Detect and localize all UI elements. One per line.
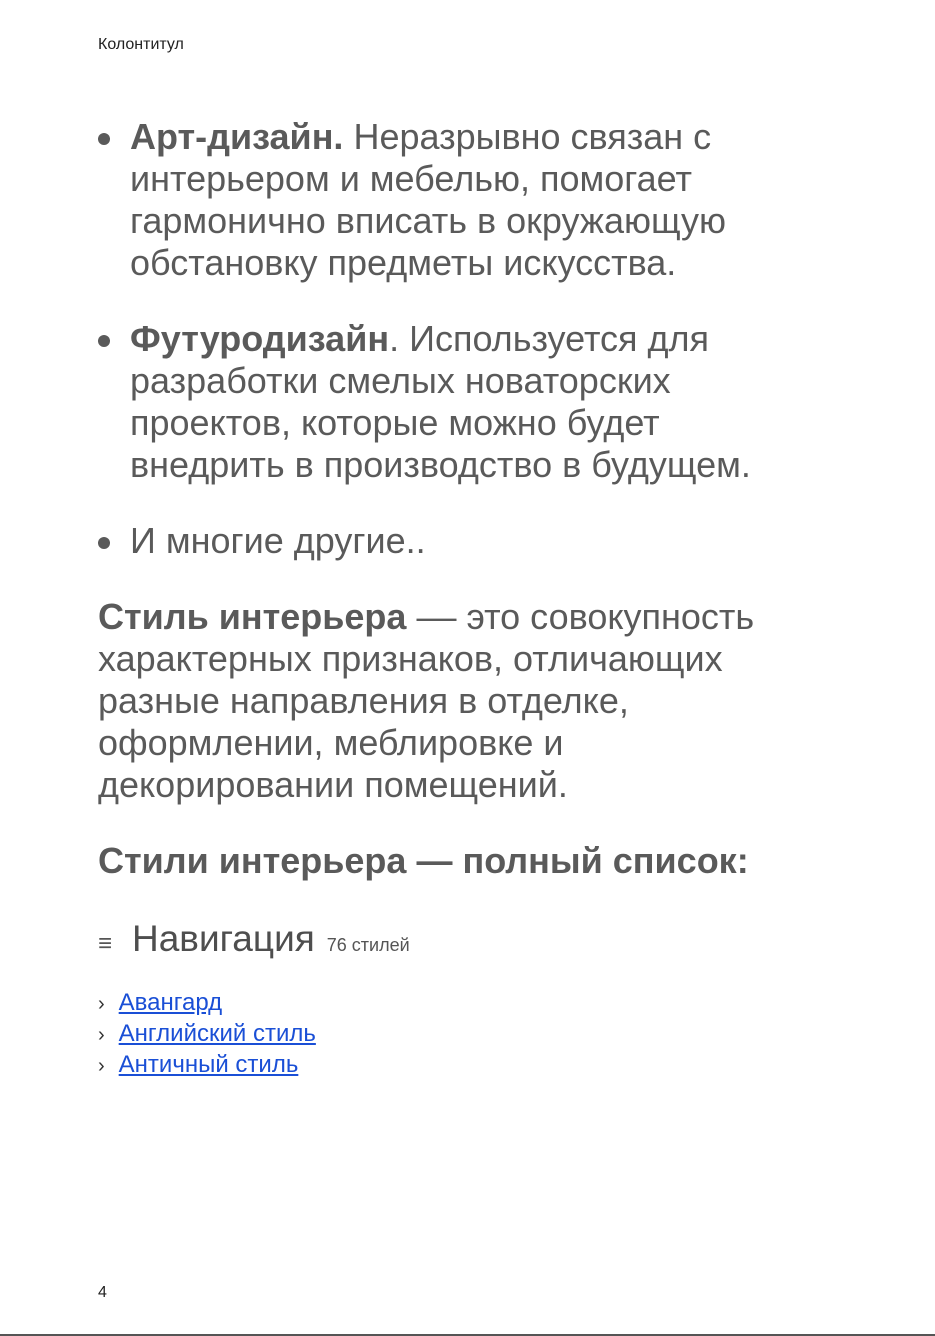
chevron-right-icon: › [98,1024,105,1046]
chevron-right-icon: › [98,993,105,1015]
bullet-term: Арт-дизайн. [130,116,344,157]
navigation-title: Навигация [132,918,315,959]
navigation-header [98,918,818,966]
list-item [98,988,818,1019]
bullet-term: Футуродизайн [130,318,390,359]
list-item [98,1050,818,1081]
link-english-style[interactable]: Английский стиль [118,1020,316,1047]
bullet-item-art-design [98,116,818,284]
chevron-right-icon: › [98,1055,105,1077]
list-item [98,1019,818,1050]
bullet-item-others [98,520,818,562]
definition-text: –– это совокупность характерных признаков, отличающих разные направления в отделке, оформлении, меблировке и декорировании помещений. [98,596,755,805]
bullet-text: И многие другие.. [130,520,426,561]
bullet-text: . Используется для разработки смелых новаторских проектов, которые можно будет внедрить в производство в будущем. [130,318,751,485]
navigation-links [98,988,818,1081]
main-content [98,116,818,1117]
style-count: 76 стилей [326,935,410,955]
definition-term: Стиль интерьера [98,596,407,637]
link-avangard[interactable]: Авангард [118,989,223,1016]
link-antique-style[interactable]: Античный стиль [118,1051,299,1078]
bullet-item-futurodesign [98,318,818,486]
bullet-text: Неразрывно связан с интерьером и мебелью, помогает гармонично вписать в окружающую обстановку предметы искусства. [130,116,727,283]
running-header: Колонтитул [98,36,184,53]
menu-icon: ≡ [98,930,113,957]
bullet-list [98,116,818,562]
definition-paragraph [98,596,818,806]
styles-list-heading: Стили интерьера — полный список: [98,840,749,881]
page-number: 4 [98,1284,107,1301]
